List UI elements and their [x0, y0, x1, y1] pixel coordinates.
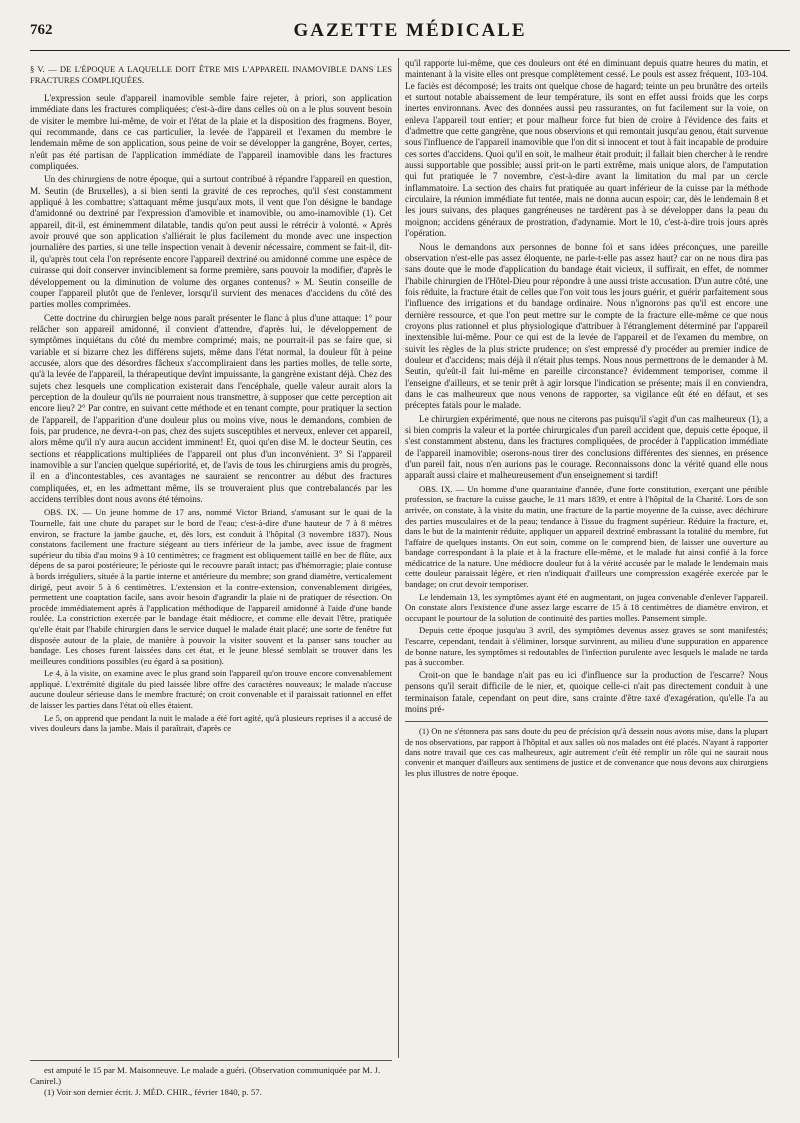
page-number: 762	[30, 22, 53, 38]
column-divider	[398, 58, 399, 1058]
observation-paragraph: OBS. IX. — Un jeune homme de 17 ans, nommé Victor Briand, s'amusant sur le quai de la Tournelle, fait une chute du parapet sur le bord de l'eau; c'est-à-dire d'une hauteur de 7 à 8 mètres environ, se fracture la jambe gauche, et, dès lors, est conduit à l'hôpital (3 novembre 1837). Nous constatons facilement une fracture siégeant au tiers inférieur de la jambe, avec issue de fragment supérieur du tibia d'au moins 9 à 10 centimètres; ce fragment est obliquement taillé en bec de flûte, aux dépens de sa paroi postérieure; le périoste qui le recouvre paraît intact; pas d'hémorragie; plaie contuse à bords irréguliers, située à la partie interne et antérieure du membre; son grand diamètre, verticalement dirigé, peut avoir 5 à 6 centimètres. L'extension et la contre-extension, convenablement dirigées, permettent une coaptation facile, sans avoir besoin d'agrandir la plaie ni de pratiquer de résection. On procède immédiatement après à l'application méthodique de l'appareil amidonné à l'aide d'une bande roulée. La constriction exercée par le bandage était médiocre, et comme elle devait l'être, pratiquée qu'elle était par l'habile chirurgien dans le service duquel le malade était placé; une sorte de fenêtre fut disposée autour de la plaie, de manière à pouvoir la visiter souvent et la panser sans toucher au bandage. Les choses furent laissées dans cet état, et le jeune blessé semblait se trouver dans les meilleures conditions possibles (eu égard à sa position).	[30, 507, 392, 666]
observation-paragraph: Le 4, à la visite, on examine avec le plus grand soin l'appareil qu'on trouve encore convenablement appliqué. L'extrémité digitale du pied laissée libre offre des caractères nouveaux; le malade n'accuse aucune douleur sérieuse dans le membre fracturé; on croit convenable et il paraissait rationnel en effet de laisser les parties dans l'état où elles étaient.	[30, 668, 392, 711]
page-header	[30, 16, 790, 51]
observation-paragraph: OBS. IX. — Un homme d'une quarantaine d'année, d'une forte constitution, exerçant une pénible profession, se fracture la cuisse gauche, le 11 mars 1839, et entre à l'hôpital de la Charité. Lors de son arrivée, on constate, à la visite du matin, une fracture de la partie moyenne de la cuisse, avec déchirure des parties musculaires et de la peau; tendance à l'issue du fragment supérieur. Réduire la fracture, et, dans le but de la maintenir réduite, appliquer un appareil dextriné embrassant la totalité du membre, fut l'affaire de quelques instants. On eut soin, comme on le comprend bien, de laisser une ouverture au bandage correspondant à la plaie et à la fracture elle-même, et le malade fut ainsi confié à la force médicatrice de la nature. Une médiocre douleur fut à la vérité accusée par le malade le lendemain mais cette douleur paraissait légère, et rien n'indiquait d'ailleurs une compression exagérée exercée par le bandage; on crut devoir temporiser.	[405, 483, 768, 590]
observation-paragraph: Depuis cette époque jusqu'au 3 avril, des symptômes devenus assez graves se sont manifestés; l'escarre, cependant, tendait à s'éliminer, lorsque survinrent, au milieu d'une suppuration en apparence de bonne nature, les symptômes si redoutables de l'infection purulente avec lesquels le malade ne tarda pas à succomber.	[405, 625, 768, 668]
body-paragraph: Cette doctrine du chirurgien belge nous paraît présenter le flanc à plus d'une attaque: 1° pour relâcher son appareil amidonné, il convient d'attendre, d'après lui, le développement de symptômes inquiétans du côté du membre comprimé; mais, ne pourrait-il pas se faire que, si variable et si bizarre chez les différens sujets, même dans l'état normal, la douleur fût à peine accusée, alors que des désordres fâcheux s'accompliraient dans les parties molles, de telle sorte, qu'à la levée de l'appareil, la thérapeutique devînt impuissante, la gangrène existant déjà. Chez des sujets chez lesquels une complication existerait dans l'encéphale, quelle valeur aurait alors la perception de la douleur qu'ils ne pourraient nous transmettre, à supposer que cette perception ait encore lieu? 2° Par contre, en suivant cette méthode et en tenant compte, pour pratiquer la section de l'appareil, de l'apparition d'une douleur plus ou moins vive, nous le demandons, combien de fois, par prudence, ne devra-t-on pas, chez des sujets susceptibles et nerveux, enlever cet appareil, alors même qu'il n'y aura aucun accident imminent! Et, quoi qu'en dise M. le docteur Seutin, ces sections et réapplications multipliées de l'appareil ont plus d'un inconvénient. 3° Si l'appareil inamovible a sur l'ancien quelque supériorité, et, de l'avis de tous les chirurgiens amis du progrès, il en a d'incontestables, ces avantages ne sauraient se rencontrer au début des fractures compliquées, et, en les admettant même, ils se trouveraient plus que contrebalancés par les accidens terribles dont nous avons été témoins.	[30, 312, 392, 505]
right-column	[405, 58, 768, 1118]
left-column	[30, 58, 392, 1058]
body-paragraph: L'expression seule d'appareil inamovible semble faire rejeter, à priori, son application immédiate dans les fractures compliquées; c'est-à-dire dans celles où on a le plus souvent besoin de visiter le membre lui-même, de voir et l'état de la plaie et la disposition des fragmens. Boyer, qui recommande, dans ce cas particulier, la levée de l'appareil et l'examen du membre le lendemain même de son application, sous peine de voir se développer la gangrène, Boyer, certes, n'eût pas été partisan de l'application immédiate de l'appareil inamovible dans les fractures compliquées.	[30, 93, 392, 172]
closing-paragraph: Croit-on que le bandage n'ait pas eu ici d'influence sur la production de l'escarre? Nous pensons qu'il serait difficile de le nier, et, quoique celle-ci n'ait pas directement conduit à une terminaison fatale, cependant on peut dire, sans crainte d'être taxé d'exagération, qu'elle l'a au moins pré-	[405, 669, 768, 714]
footnote: (1) On ne s'étonnera pas sans doute du peu de précision qu'à dessein nous avons mise, dans la plupart de nos observations, par rapport à l'hôpital et aux salles où nos malades ont été placés. N'ayant à rapporter dans notre travail que ces cas malheureux, agir autrement c'eût été remplir un rôle qui ne saurait nous convenir et manquer d'ailleurs aux sentimens de justice et de convenance que nous devons aux chirurgiens les plus illustres de notre époque.	[405, 726, 768, 778]
observation-paragraph: Le lendemain 13, les symptômes ayant été en augmentant, on jugea convenable d'enlever l'appareil. On constate alors l'existence d'une assez large escarre de 15 à 18 centimètres de diamètre environ, et occupant le pourtour de la solution de continuité des parties molles. Pansement simple.	[405, 591, 768, 623]
body-paragraph: Un des chirurgiens de notre époque, qui a surtout contribué à répandre l'appareil en question, M. Seutin (de Bruxelles), a si bien senti la gravité de ces reproches, qu'il s'est constamment appliqué à les combattre; s'attaquant même jusqu'aux mots, il vent que l'on désigne le bandage d'amidonné ou dextriné par l'expression d'amovible et inamovible, ou amo-inamovible (1). Cet appareil, dit-il, est éminemment dilatable, tandis qu'on peut aussi le rétrécir à volonté. « Après avoir prouvé que son application s'alliérait le plus facilement du monde avec une inspection journalière des parties, si une telle inspection venait à devenir nécessaire, comment se fait-il, dit-il, qu'après tout cela l'on représente encore l'appareil dextriné ou amidonné comme une espèce de cuirasse qui doit conserver invinciblement sa forme première, sans pouvoir la modifier, d'après le développement ou la diminution de volume des organes contenus? » M. Seutin conseille de couper l'appareil plutôt que de l'enlever, lorsqu'il survient des menaces d'accidens du côté des parties molles comprimées.	[30, 174, 392, 310]
left-footnotes	[30, 1060, 392, 1098]
body-paragraph: Nous le demandons aux personnes de bonne foi et sans idées préconçues, une pareille observation n'est-elle pas assez éloquente, ne parle-t-elle pas assez haut? car on ne nous dira pas sans doute que le mode d'application du bandage était vicieux, il suffirait, en effet, de nommer l'habile chirurgien de l'Hôtel-Dieu pour répondre à une aussi triste accusation. D'un autre côté, une fois réduite, la fracture était de celles que l'on voit tous les jours guérir, et guérir parfaitement sous l'influence des irrigations et du bandage ordinaire. Nous n'ignorons pas qu'il est encore une dernière ressource, et que l'on peut mettre sur le compte de la fracture elle-même ce que nous croyons plus rationnel et plus physiologique d'attribuer à l'étranglement déterminé par l'appareil inextensible lui-même. Pour ce qui est de la levée de l'appareil et de l'examen du membre, on suivit les règles de la plus stricte prudence; on s'est empressé d'y procéder au premier indice de douleur et d'accidens; mais déjà il n'était plus temps. Nous nous permettrons de le demander à M. Seutin, qu'eût-il fait lui-même en pareille circonstance? évidemment temporiser, comme il l'enseigne d'ailleurs, et se tenir prêt à agir lorsque l'indication se présente; mais il en conviendra, dans le cas malheureux que nous venons de rapporter, sa vigilance eût été en défaut, et ses préceptes fatals pour le malade.	[405, 241, 768, 411]
body-paragraph: qu'il rapporte lui-même, que ces douleurs ont été en diminuant depuis quatre heures du matin, et maintenant à la visite elles ont presque complètement cessé. Le pouls est assez fréquent, 103-104. Le faciès est décomposé; les traits ont quelque chose de hagard; teinte un peu brunâtre des orteils et surtout notable abaissement de leur température, ils sont en effet aussi froids que les corps inertes environnans. Avec des données aussi peu rassurantes, on fut facilement sur la voie, on enleva l'appareil tout entier; et pour malheur force fut bien de croire à l'évidence des faits et d'admettre que cette gangrène, que nous observions et qui remontait jusqu'au genou, était survenue sous l'influence de l'appareil inamovible que l'on dit si innocent et tout à fait incapable de produire ces sortes d'accidens. Quoi qu'il en soit, le malheur était produit; il fallait bien chercher à le rendre aussi supportable que possible; aussi prit-on le parti extrême, mais unique alors, de l'amputation qui fut pratiquée le 7 novembre, c'est-à-dire avant la limitation du mal par un cercle inflammatoire. La section des chairs fut pratiquée au quart inférieur de la cuisse par la méthode circulaire, la réunion immédiate fut tentée, mais ne donna aucun espoir; car, dès le lendemain 8 et les jours suivans, des plaques gangréneuses ne tardèrent pas à se développer dans la peau du moignon; accidens généraux de prostration, d'adynamie. Mort le 10, c'est-à-dire trois jours après l'opération.	[405, 58, 768, 239]
body-paragraph: Le chirurgien expérimenté, que nous ne citerons pas puisqu'il s'agit d'un cas malheureux (1), a si bien compris la valeur et la portée chirurgicales d'un pareil accident que, depuis cette époque, il s'est constamment abstenu, dans les fractures compliquées, de procéder à l'application immédiate de l'appareil inamovible; oserons-nous tirer des conclusions différentes des siennes, en présence d'un pareil fait, nous n'en aurions pas le courage. Reconnaissons donc la vérité quand elle nous apparaît aussi claire et malheureusement d'un enseignement si tardif!	[405, 413, 768, 481]
footnote: (1) Voir son dernier écrit. J. MÉD. CHIR., février 1840, p. 57.	[44, 1087, 262, 1097]
footnote-continuation: est amputé le 15 par M. Maisonneuve. Le malade a guéri. (Observation communiquée par M. J. Canirel.)	[30, 1065, 381, 1086]
section-title: § V. — DE L'ÉPOQUE A LAQUELLE DOIT ÊTRE MIS L'APPAREIL INAMOVIBLE DANS LES FRACTURES COMPLIQUÉES.	[30, 64, 392, 85]
footnote-divider	[405, 721, 768, 722]
observation-paragraph: Le 5, on apprend que pendant la nuit le malade a été fort agité, qu'à plusieurs reprises il a accusé de vives douleurs dans la jambe. Mais il paraîtrait, d'après ce	[30, 712, 392, 734]
publication-title: GAZETTE MÉDICALE	[293, 20, 527, 41]
